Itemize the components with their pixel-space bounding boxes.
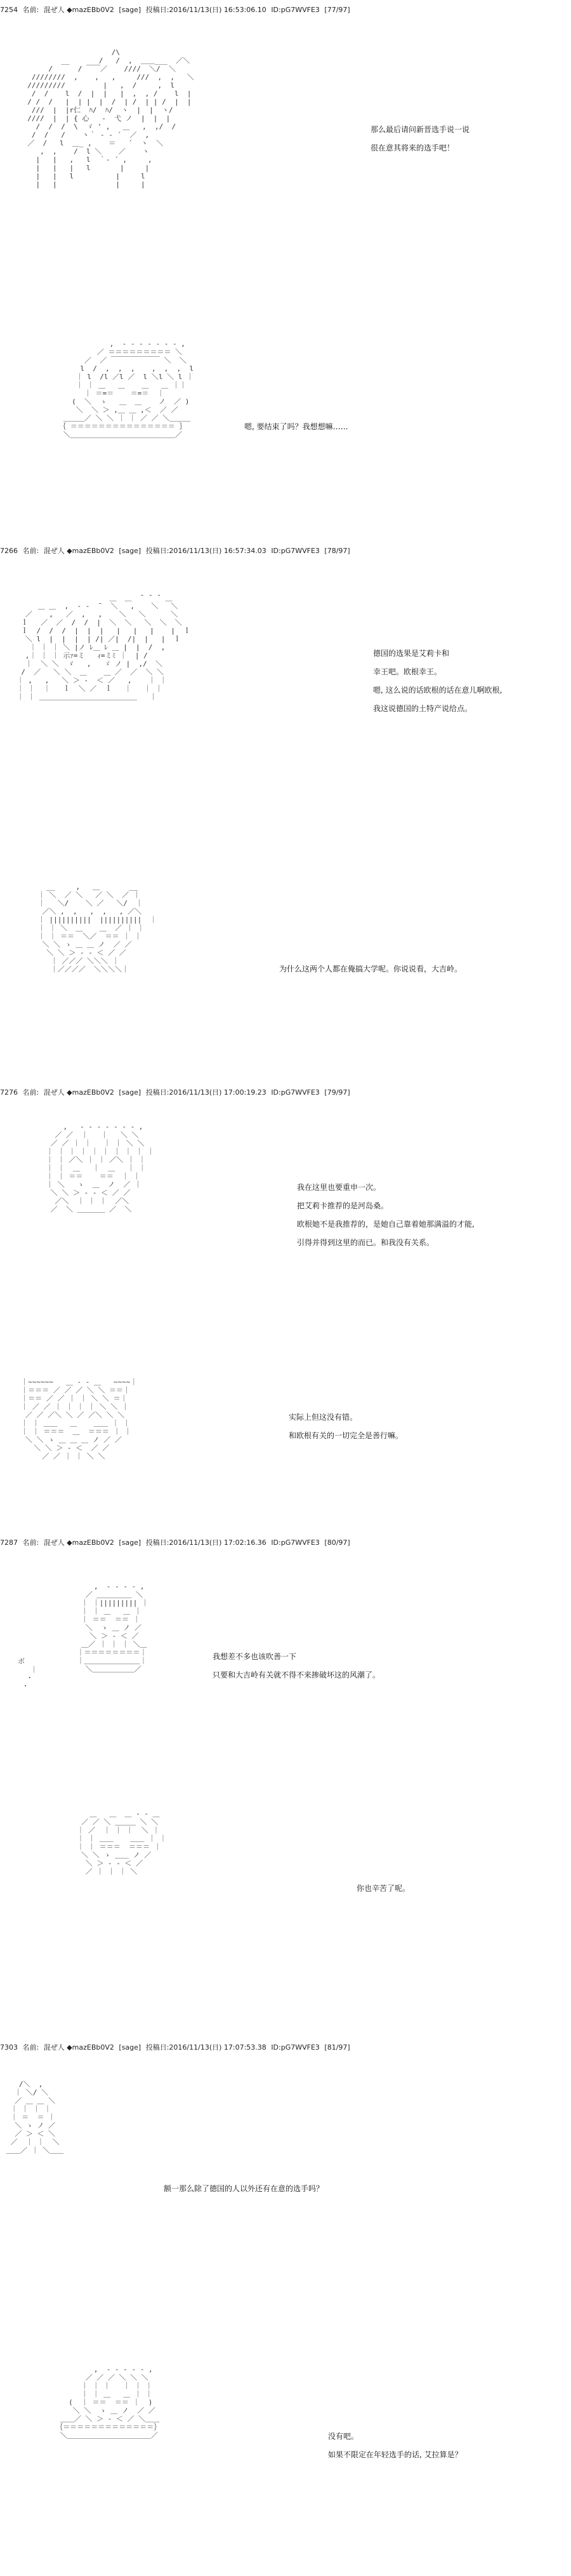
post-mail: [sage] — [119, 1088, 141, 1097]
dialogue-line: 我在这里也要重申一次。 — [297, 1183, 381, 1192]
post-label: 名前: — [22, 2043, 39, 2052]
post-count: [79/97] — [324, 1088, 350, 1097]
dialogue — [213, 1648, 380, 1685]
ascii-art: ＿ ＿ ＿ ‐ ‐ ＿ ／ ／ ＼ ＿＿＿ ＼ ＼ ｜ ／ ｜ ｜ ｜ ＼ ｜ ｜ ｜ ＿＿ ＿＿ ｜ ｜ ｜ ｜ ＝＝＝ ＝＝＝ ｜ ＼ ＼ ゝ ＿＿ ノ ／ ＼ ＞ ‐ ‐ ＜ ／ ／ ｜ ｜ ｜ ＼ — [77, 1810, 167, 1876]
post-id: ID:pG7WVFE3 — [271, 1088, 320, 1097]
post-number: 7276 — [0, 1088, 18, 1097]
ascii-art: ｜~~~~~~ ＿ ‐ ‐ ＿ ~~~~｜ ｜＝＝＝ ／ ／ ／ ＼ ＼ ＝＝｜ ｜＝＝ ／ ／ ｜ ｜ ＼ ＼ ＝｜ ｜ ／ ／ ｜ ｜ ｜ ｜ ＼ ＼ ｜ ／ ／ ／＼ ＼ ／ ／＼ ＼ ＼ ｜ ｜ ＿＿ ＿ ＿＿ ｜ ｜ ｜ ｜ ＝＝＝ ＿ ＝＝＝ ｜ ｜ ＼ ＼ ゝ ＿ ＿ ＿ ノ ／ ／ ＼ ＼ ＞ ‐ ＜ ／ ／ ／ ／ ｜ ｜ ＼ ＼ — [21, 1378, 138, 1460]
post-mail: [sage] — [119, 547, 141, 555]
post-name: 混ぜ人 ◆mazEBb0V2 — [43, 547, 114, 555]
post-number: 7287 — [0, 1538, 18, 1547]
dialogue — [164, 2180, 324, 2198]
dialogue-line: 引得并得到这里的而已。和我没有关系。 — [297, 1238, 435, 1247]
dialogue-line: 嗯, 这么说的话欧根的话在意儿啊欧根, — [373, 686, 502, 695]
post-header — [0, 2041, 571, 2054]
post-label: 名前: — [22, 1088, 39, 1097]
dialogue-line: 德国的选果是艾莉卡和 — [373, 649, 450, 658]
post-date: 投稿日:2016/11/13(日) 17:02:16.36 — [145, 1538, 266, 1547]
post-date: 投稿日:2016/11/13(日) 17:07:53.38 — [145, 2043, 266, 2052]
post-label: 名前: — [22, 1538, 39, 1547]
dialogue — [373, 644, 502, 718]
post-header — [0, 4, 571, 17]
dialogue-line: 和欧根有关的一切完全是善行嘛。 — [289, 1431, 404, 1440]
dialogue-line: 嗯, 要结束了吗？我想想嘛…… — [244, 422, 348, 431]
dialogue — [289, 1408, 403, 1445]
post-mail: [sage] — [119, 1538, 141, 1547]
post-count: [77/97] — [324, 6, 350, 14]
post-number: 7254 — [0, 6, 18, 14]
post-count: [81/97] — [324, 2043, 350, 2052]
post-header — [0, 1537, 571, 1549]
post-mail: [sage] — [119, 6, 141, 14]
post-mail: [sage] — [119, 2043, 141, 2052]
post-label: 名前: — [22, 547, 39, 555]
ascii-art: ＿ ＿ ¯ ¯ ¯ ＿ ＿ ＿ , ‐ ‐ ¯ ＼ , ＼ ＼ ／ , ／ , , ＼ ＼ ＼ ｌ ／ ／ / / | ＼ ＼ ＼ ＼ ＼ ｌ / / / | | | | | | | ｌ ＼ l | | | | /| ／| /| | | ｌ ｜ ｜ ｜ ＼ |ノ ﾚ＿ ﾚ ＿ | | / , ,｜ ｜ ｜ 示ｧ=ミ ｨ=ミﾐ ｜ | / ｜ ＼ ＼ ゞ , ゞ ノ | ,/ ＼ / ／ ＼ ＼ ＿ ＿ ／ ／ ＼ ＼ ｜ , , ＼ ＞ ‐ ＜ ／ , ｜ ｜ ｜ ｜ ｜ ｌ ＼ ／ ｌ ｜ ｜ ｜ ｜ ｜ ＿＿＿＿＿＿＿＿＿＿＿＿＿＿ ｜ — [16, 594, 191, 701]
dialogue-line: 只要和大吉岭有关就不得不来掺破坏这的风潮了。 — [213, 1671, 381, 1679]
post-header — [0, 545, 571, 557]
dialogue — [357, 1879, 410, 1898]
dialogue-line: 我想差不多也该吹善一下 — [213, 1652, 297, 1661]
dialogue-line: 你也辛苦了呢。 — [357, 1884, 410, 1893]
ascii-art: , ‐ ‐ ‐ ‐ ‐ ‐ ‐ , ／ ＝＝＝＝＝＝＝＝＝ ＼ ／ ／ ￣￣￣￣￣￣￣ ＼ ＼ l / , , , , , , l ｜ l /l ／l ／ l ＼l ＼ l ｜ ｜ ｜ ＿ ＿ ＿ ＿ ｜｜ ｜ ＝=＝ ＝=＝ ｜ ( ＼ ゝ ＿ ＿ ノ ／ ) ＼ ＼ ＞ ,＿ ＿ ,＜ ／ ／ ＿＿＿／ ＼ ＼ ｜ ｜ ／ ／ ＼＿＿＿ ｛ ＝＝＝＝＝＝＝＝＝＝＝＝＝＝＝ ｝ ＼＿＿＿＿＿＿＿＿＿＿＿＿＿＿＿／ — [59, 340, 194, 439]
post-label: 名前: — [22, 6, 39, 14]
post-count: [78/97] — [324, 547, 350, 555]
ascii-art: , ‐ ‐ ‐ ‐ , ／ ＿＿＿＿＿ ＼ ｜ ｜||||||||| ｜ ｜ ｜ ＿ ＿ ｜ ｜ ＝＝ ＝＝ ｜ ＼ ゝ ＿ ノ ／ ＼ ＞ ‐ ＜ ／ ＿／ ｜ ｜ ｜ ＼＿ ｜＝＝＝＝＝＝＝＝｜ ｜＿＿＿＿＿＿＿＿｜ ＼＿＿＿＿＿＿／ — [77, 1582, 148, 1673]
dialogue-line: 幸王吧。欧根幸王。 — [373, 667, 442, 676]
dialogue-line: 很在意其将来的选手吧！ — [371, 143, 455, 152]
dialogue-line: 欧根她不是我推荐的，是她自己靠着她那满溢的才能, — [297, 1220, 475, 1229]
ascii-art: /\ __ / / , ＿＿___ ／＼ / / ￣￣／ //// ＼/ ＼ //////// , , , /// , , ＼ ///////// | , / , l / / l / | | | , , / l | / / / | | | | / | / | | / | | /// | |r仁 ﾊ/ ﾊ/ ヽ | | ヽ/ //// | | { 心 ‐ 弋 ノ | | | / / / \ ゞ ' , ＿ , ,/ / / / / ヽ｀ ‐ ‐ ´ ／ , ／ / l ＿_ , ＝ ´ ヽ ＼ , , / l ＼ ／ ヽ | | , l ｀‐ ´ , , | | | l | | | | l | l | | | | — [27, 48, 194, 189]
post-id: ID:pG7WVFE3 — [271, 6, 320, 14]
dialogue — [371, 121, 469, 157]
post-id: ID:pG7WVFE3 — [271, 1538, 320, 1547]
post-count: [80/97] — [324, 1538, 350, 1547]
post-name: 混ぜ人 ◆mazEBb0V2 — [43, 1088, 114, 1097]
post-number: 7266 — [0, 547, 18, 555]
ascii-art: /＼ , ｜ ＼/ ＼ ／ ＿ ＿ ＼ ｜ ｜ ｜ ｜ ｜ ＝ ＝ ｜ ＼ ゝ ノ ／ ／ ＞ ＜ ＼ ／ ｜ ｜ ＼ ＿＿／ ｜ ＼＿＿ — [6, 2080, 64, 2154]
dialogue-line: 为什么这两个人都在俺搞大学呢。你说说看，大吉岭。 — [279, 964, 463, 973]
dialogue-line: 没有吧。 — [328, 2432, 359, 2441]
post-name: 混ぜ人 ◆mazEBb0V2 — [43, 2043, 114, 2052]
post-name: 混ぜ人 ◆mazEBb0V2 — [43, 6, 114, 14]
post-id: ID:pG7WVFE3 — [271, 547, 320, 555]
ascii-art: ボ ｜ ・ ・ — [18, 1657, 37, 1690]
dialogue — [279, 960, 462, 978]
dialogue — [244, 418, 348, 436]
dialogue-line: 实际上但这没有错。 — [289, 1413, 358, 1422]
post-date: 投稿日:2016/11/13(日) 16:53:06.10 — [145, 6, 266, 14]
post-date: 投稿日:2016/11/13(日) 16:57:34.03 — [145, 547, 266, 555]
dialogue — [328, 2427, 463, 2464]
post-header — [0, 1086, 571, 1099]
dialogue-line: 那么最后请问新晋选手说一说 — [371, 125, 470, 134]
dialogue-line: 把艾莉卡推荐的是河岛桑。 — [297, 1201, 389, 1210]
dialogue-line: 我这说德国的土特产说给点。 — [373, 704, 473, 713]
post-id: ID:pG7WVFE3 — [271, 2043, 320, 2052]
ascii-art: , ‐ ‐ ‐ ‐ ‐ , ／ ／ ／ ＼ ＼ ＼ ｜ ｜ ｜ ｜ ｜ ｜ ｜ ｜ ＿ ＿ ｜ ｜ ( ｜ ＝＝ ＝＝ ｜ ) ＼ ＼ ゝ ＿ ノ ／ ／ ＿＿／ ＼ ＞ ‐ ＜ ／ ＼＿＿ ｛＝＝＝＝＝＝＝＝＝＝＝＝＝｝ ＼＿＿＿＿＿＿＿＿＿＿＿＿／ — [56, 2365, 161, 2439]
ascii-art: , ‐ ‐ ‐ ‐ ‐ ‐ ‐ , ／ ／ ｜ ｜ ＼ ＼ ／ ／ ｜ ｜ ｜ ｜ ＼ ＼ ｜ ｜ ｜ ｜ ｜ ｜ ｜ ｜ ｜ ｜ ｜ ｜ ／＼ ｜ ｜ ／＼ ｜ ｜ ｜ ｜ ＿ ｜ ＿ ｜ ｜ ｜ ｜ ＝＝ ＝＝ ｜ ｜ ｜ ＼ ゝ ＿ ノ ／ ｜ ＼ ＼ ＞ ‐ ‐ ＜ ／ ／ ／＼ ｜ ｜ ｜ ／＼ ／ ＼ ＿＿＿＿ ／ ＼ — [46, 1123, 154, 1213]
ascii-art: __ , ＿ __ ｜ ＼ ／ ＼ ／ ＼ ／ ｜ ｜ ＼/ ＼ ／ ＼/ ｜ ／＼ , , , , , ／＼ ｜ |||||||||| |||||||||| ｜ ｜ ｜ ＼ ＿ ＿ ／ ｜ ｜ ｜ ｜ ＝＝ ＼／ ＝＝ ｜ ｜ ＼ ＼ ゝ ＿ ＿ ノ ／ ／ ＼ ＼ ＞ ‐ ‐ ＜ ／ ／ ｜ ／／／ ＼＼＼ ｜ ｜／／／／ ＼＼＼＼｜ — [37, 883, 157, 973]
dialogue-line: 如果不限定在年轻选手的话, 艾拉算是？ — [328, 2450, 463, 2459]
post-date: 投稿日:2016/11/13(日) 17:00:19.23 — [145, 1088, 266, 1097]
dialogue-line: 额一那么除了德国的人以外还有在意的选手吗？ — [164, 2184, 324, 2193]
post-number: 7303 — [0, 2043, 18, 2052]
dialogue — [297, 1178, 475, 1252]
post-name: 混ぜ人 ◆mazEBb0V2 — [43, 1538, 114, 1547]
